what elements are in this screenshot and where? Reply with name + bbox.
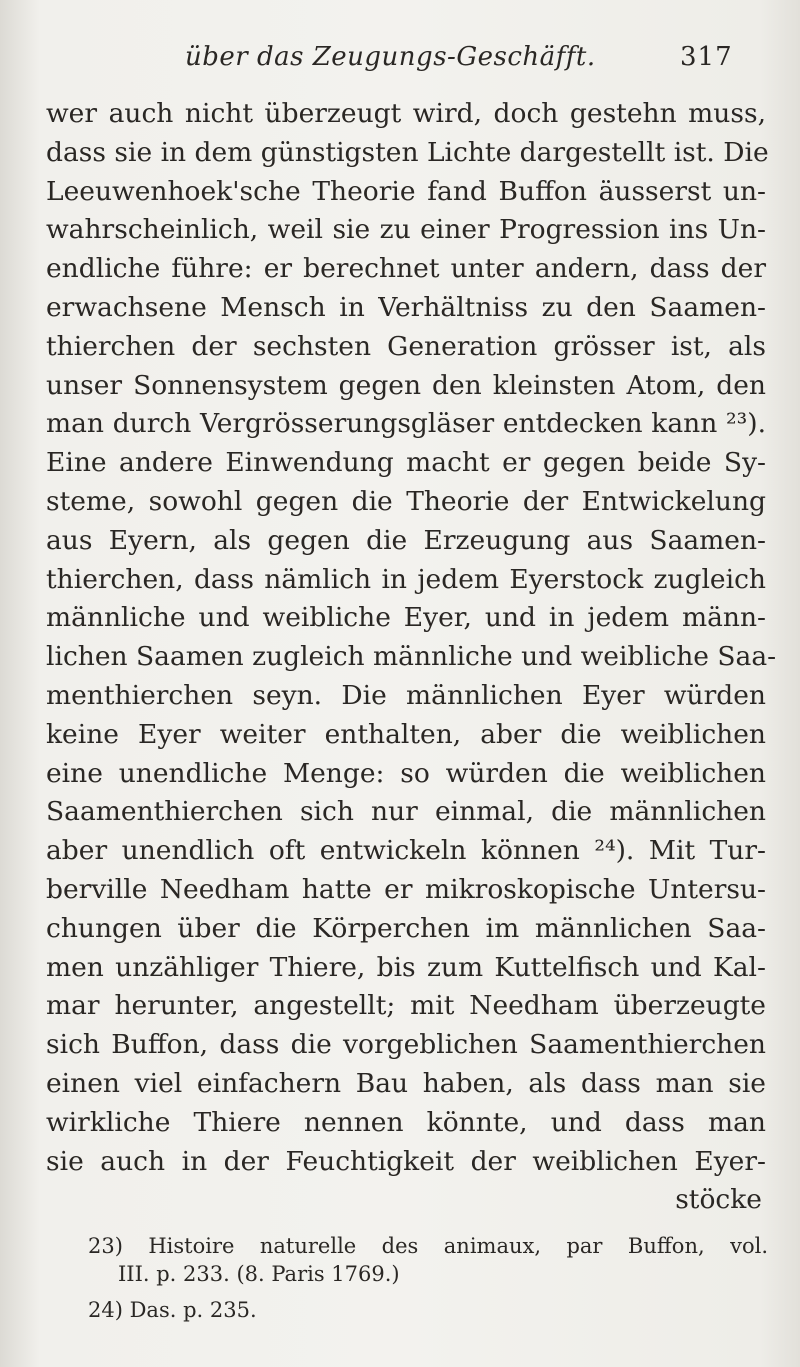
text-line: men unzähliger Thiere, bis zum Kuttelfisch und Kal- <box>46 951 766 983</box>
text-line: sie auch in der Feuchtigkeit der weiblichen Eyer- <box>46 1145 766 1177</box>
catchword: stöcke <box>675 1184 762 1216</box>
text-line: lichen Saamen zugleich männliche und weibliche Saa- <box>46 641 777 673</box>
text-line: erwachsene Mensch in Verhältniss zu den Saamen- <box>46 291 766 323</box>
text-line: mar herunter, angestellt; mit Needham überzeugte <box>46 990 766 1022</box>
text-line: Saamenthierchen sich nur einmal, die männlichen <box>46 796 766 828</box>
text-line: aber unendlich oft entwickeln können ²⁴). Mit Tur- <box>46 835 766 867</box>
text-line: keine Eyer weiter enthalten, aber die weiblichen <box>46 718 766 750</box>
text-line: wahrscheinlich, weil sie zu einer Progression ins Un- <box>46 214 766 246</box>
text-line: einen viel einfachern Bau haben, als dass man sie <box>46 1067 766 1099</box>
text-line: aus Eyern, als gegen die Erzeugung aus Saamen- <box>46 524 766 556</box>
text-line: männliche und weibliche Eyer, und in jedem männ- <box>46 602 766 634</box>
text-line: endliche führe: er berechnet unter andern, dass der <box>46 253 766 285</box>
text-line: dass sie in dem günstigsten Lichte dargestellt ist. Die <box>46 136 769 168</box>
text-line: man durch Vergrösserungsgläser entdecken kann ²³). <box>46 408 766 440</box>
text-line: sich Buffon, dass die vorgeblichen Saamenthierchen <box>46 1029 766 1061</box>
text-line: thierchen, dass nämlich in jedem Eyerstock zugleich <box>46 563 766 595</box>
text-line: chungen über die Körperchen im männlichen Saa- <box>46 912 766 944</box>
page-number: 317 <box>680 42 733 72</box>
text-line: Leeuwenhoek'sche Theorie fand Buffon äusserst un- <box>46 175 766 207</box>
running-title: über das Zeugungs-Geschäfft. <box>185 42 596 72</box>
text-line: unser Sonnensystem gegen den kleinsten Atom, den <box>46 369 766 401</box>
footnote-23-continued: III. p. 233. (8. Paris 1769.) <box>118 1262 400 1286</box>
text-line: eine unendliche Menge: so würden die weiblichen <box>46 757 766 789</box>
text-line: steme, sowohl gegen die Theorie der Entwickelung <box>46 485 766 517</box>
text-line: wer auch nicht überzeugt wird, doch gestehn muss, <box>46 98 766 129</box>
text-line: thierchen der sechsten Generation grösser ist, als <box>46 330 766 362</box>
text-line: Eine andere Einwendung macht er gegen beide Sy- <box>46 447 766 479</box>
text-line: wirkliche Thiere nennen könnte, und dass man <box>46 1106 766 1138</box>
body-text <box>46 95 777 1220</box>
page-header <box>0 42 800 82</box>
text-line: berville Needham hatte er mikroskopische Untersu- <box>46 873 766 905</box>
footnote-23: 23) Histoire naturelle des animaux, par Buffon, vol. <box>88 1234 768 1258</box>
text-line: menthierchen seyn. Die männlichen Eyer würden <box>46 679 766 711</box>
footnote-24: 24) Das. p. 235. <box>88 1298 257 1322</box>
